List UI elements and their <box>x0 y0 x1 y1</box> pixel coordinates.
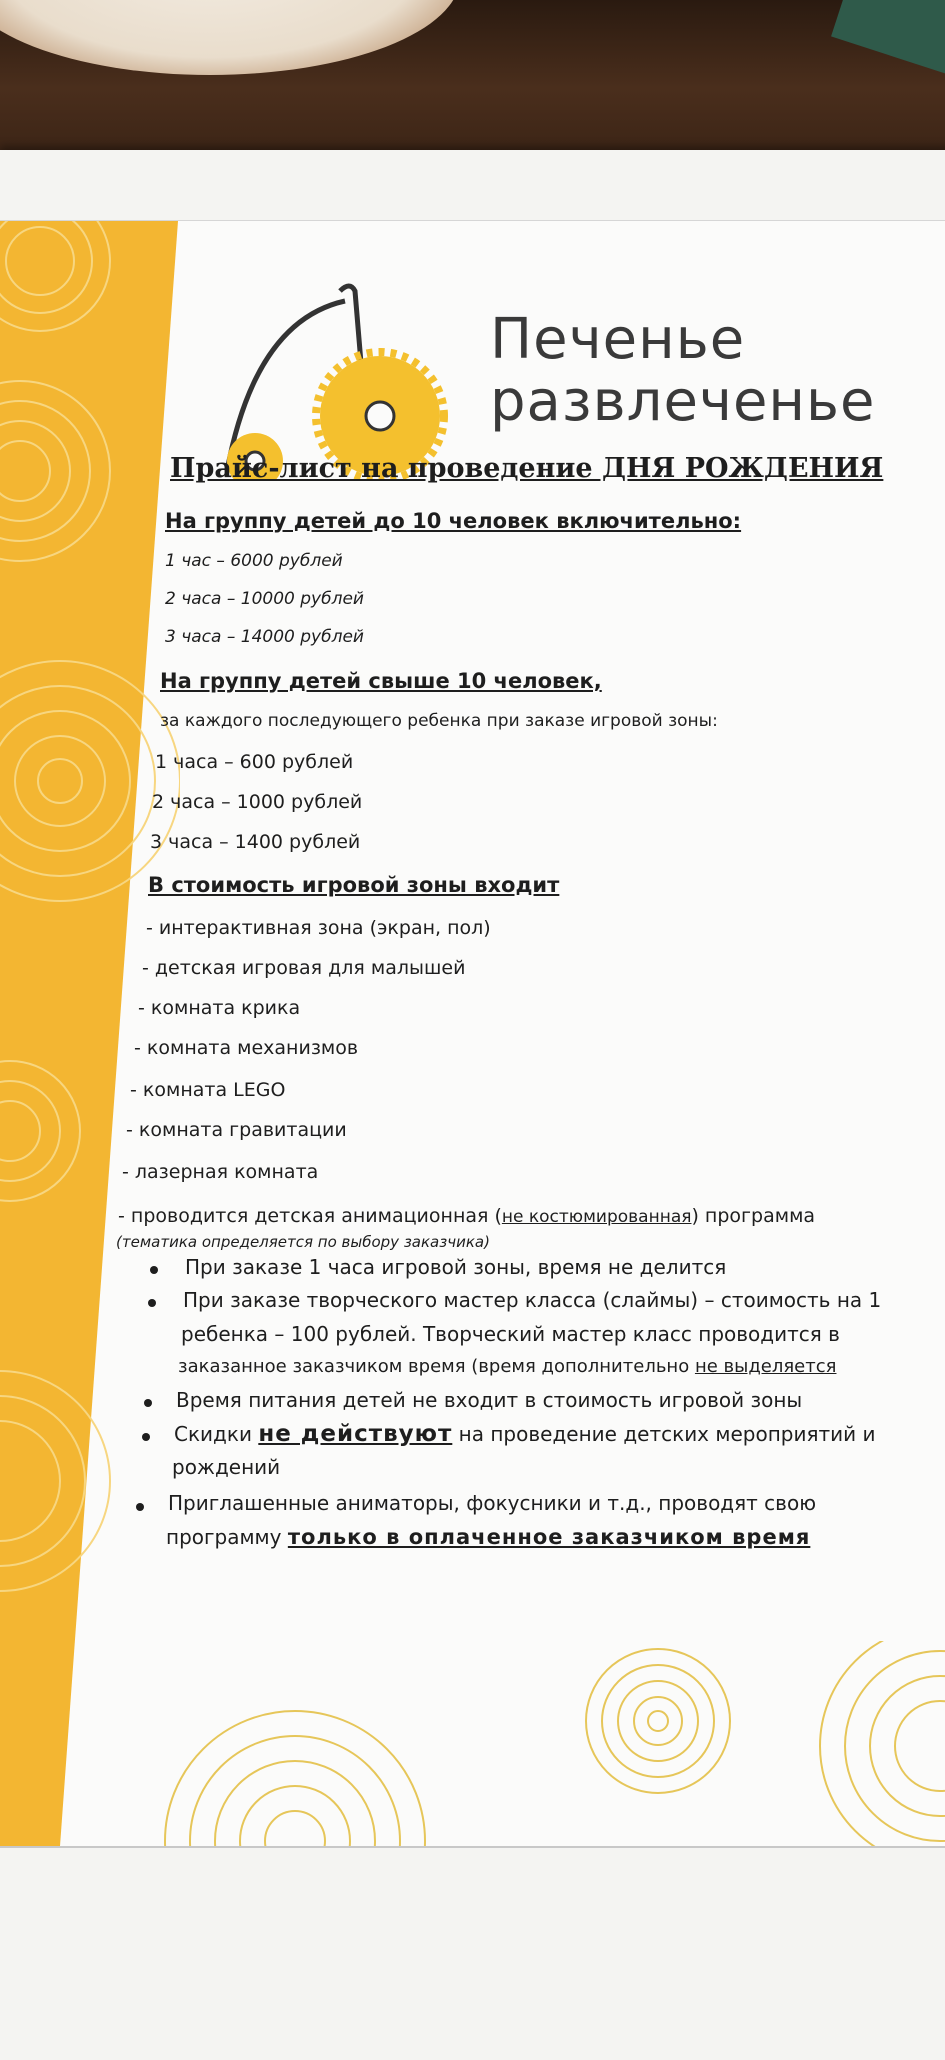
include-item: - комната LEGO <box>130 1079 286 1101</box>
bullet-2-text-b: не выделяется <box>694 1356 837 1377</box>
bullet-dot <box>150 1266 158 1274</box>
bullet-2-line-2: ребенка – 100 рублей. Творческий мастер класс проводится в <box>181 1322 840 1346</box>
bullet-dot <box>142 1433 150 1441</box>
animation-note: (тематика определяется по выбору заказчика) <box>116 1233 490 1251</box>
bullet-5-line-2 <box>166 1525 810 1549</box>
logo-line-2: развлеченье <box>490 369 876 434</box>
bullet-4-line-1 <box>174 1421 876 1447</box>
bullet-5-line-1: Приглашенные аниматоры, фокусники и т.д., проводят свою <box>168 1491 817 1515</box>
bullet-2-text-a: заказанное заказчиком время (время дополнительно <box>178 1356 695 1377</box>
include-item: - комната механизмов <box>134 1037 359 1059</box>
bullet-2-line-3 <box>178 1356 836 1377</box>
bullet-4-line-2: рождений <box>172 1455 281 1479</box>
price-large-3: 3 часа – 1400 рублей <box>150 831 361 853</box>
animation-line <box>118 1205 815 1227</box>
bullet-5-text-b: только в оплаченное заказчиком время <box>287 1525 811 1549</box>
decor-circles-bottom <box>160 1641 945 1846</box>
animation-text-b: не костюмированная <box>501 1207 692 1227</box>
logo-line-1: Печенье <box>490 307 746 372</box>
include-item: - детская игровая для малышей <box>142 957 466 979</box>
decor-circles-strip <box>0 221 180 1846</box>
price-large-2: 2 часа – 1000 рублей <box>152 791 363 813</box>
bullet-3: Время питания детей не входит в стоимость игровой зоны <box>176 1388 803 1412</box>
animation-text-a: - проводится детская анимационная ( <box>118 1205 502 1227</box>
include-item: - комната гравитации <box>126 1119 347 1141</box>
price-small-1: 1 час – 6000 рублей <box>165 551 343 571</box>
price-small-2: 2 часа – 10000 рублей <box>165 589 364 609</box>
include-item: - лазерная комната <box>122 1161 319 1183</box>
group-large-heading: На группу детей свыше 10 человек, <box>160 669 602 693</box>
page-title: Прайс-лист на проведение ДНЯ РОЖДЕНИЯ <box>170 453 884 484</box>
include-item: - интерактивная зона (экран, пол) <box>146 917 491 939</box>
bullet-2-line-1: При заказе творческого мастер класса (слаймы) – стоимость на 1 <box>183 1288 882 1312</box>
includes-heading: В стоимость игровой зоны входит <box>148 873 560 897</box>
price-list-paper <box>0 220 945 1848</box>
bullet-4-text-a: Скидки <box>174 1422 259 1446</box>
group-small-heading: На группу детей до 10 человек включительно: <box>165 509 742 533</box>
animation-text-c: ) программа <box>691 1205 816 1227</box>
price-small-3: 3 часа – 14000 рублей <box>165 627 364 647</box>
logo-wordmark <box>490 309 930 433</box>
price-large-1: 1 часа – 600 рублей <box>155 751 354 773</box>
group-large-note: за каждого последующего ребенка при заказе игровой зоны: <box>160 711 718 731</box>
bullet-4-text-c: на проведение детских мероприятий и <box>452 1422 876 1446</box>
include-item: - комната крика <box>138 997 301 1019</box>
bullet-dot <box>144 1399 152 1407</box>
bullet-1: При заказе 1 часа игровой зоны, время не делится <box>185 1255 727 1279</box>
bullet-dot <box>148 1299 156 1307</box>
bullet-5-text-a: программу <box>166 1525 288 1549</box>
bullet-dot <box>136 1503 144 1511</box>
bullet-4-text-b: не действуют <box>258 1421 453 1447</box>
logo-bicycle-icon <box>215 261 475 481</box>
